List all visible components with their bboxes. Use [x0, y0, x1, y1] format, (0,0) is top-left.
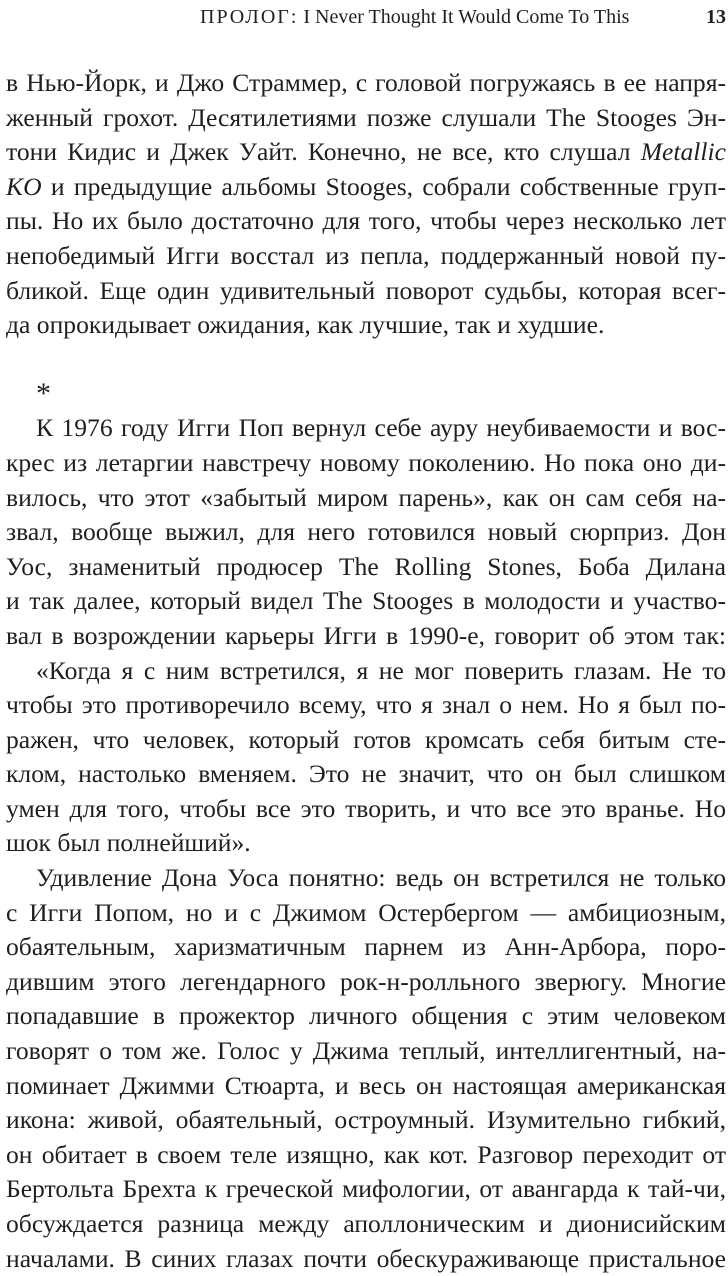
chapter-title: I Never Thought It Would Come To This: [303, 6, 630, 28]
paragraph-3: [6, 654, 726, 862]
text-line: Удивление Дона Уоса понятно: ведь он встретился не только: [36, 863, 726, 893]
text-line: и так далее, который видел The Stooges в молодости и участво-: [6, 586, 726, 616]
text-line: [6, 170, 726, 205]
paragraph-4: [6, 861, 726, 1276]
text-line: да опрокидывает ожидания, как лучшие, так и худшие.: [6, 310, 605, 340]
text-line: Бертольта Брехта к греческой мифологии, от авангарда к тай-чи,: [6, 1174, 726, 1204]
text-line: икона: живой, обаятельный, остроумный. Изумительно гибкий,: [6, 1105, 726, 1135]
text-line: поминает Джимми Стюарта, и весь он настоящая американская: [6, 1070, 726, 1100]
text-line: К 1976 году Игги Поп вернул себе ауру неубиваемости и вос-: [36, 413, 726, 443]
text-line: непобедимый Игги восстал из пепла, поддержанный новой пу-: [6, 240, 726, 270]
text-line: попадавшие в прожектор личного общения с этим человеком: [6, 1001, 726, 1031]
text-line: говорят о том же. Голос у Джима теплый, интеллигентный, на-: [6, 1036, 726, 1066]
text-line: бликой. Еще один удивительный поворот судьбы, которая всег-: [6, 275, 726, 305]
text-line: женный грохот. Десятилетиями позже слушали The Stooges Эн-: [6, 102, 726, 132]
album-title-italic: KO: [6, 171, 42, 201]
text-line: [6, 135, 726, 170]
running-header: [0, 4, 728, 30]
section-gap: [6, 343, 726, 377]
album-title-italic: Metallic: [640, 137, 726, 167]
text-line: ражен, что человек, который готов кромсать себя битым сте-: [6, 724, 726, 754]
text-line: Уос, знаменитый продюсер The Rolling Stones, Боба Дилана: [6, 551, 726, 581]
text-line: звал, вообще выжил, для него готовился новый сюрприз. Дон: [6, 517, 726, 547]
section-separator: *: [36, 376, 51, 410]
text-line: вилось, что этот «забытый миром парень», как он сам себя на-: [6, 482, 726, 512]
text-line: чтобы это противоречило всему, что я знал о нем. Но я был по-: [6, 690, 726, 720]
body-text: [6, 66, 726, 1276]
paragraph-2: [6, 411, 726, 653]
chapter-label: ПРОЛОГ:: [200, 6, 299, 28]
text-line: обсуждается разница между аполлоническим и дионисийским: [6, 1209, 726, 1238]
text-line: вал в возрождении карьеры Игги в 1990-е, говорит об этом так:: [6, 620, 726, 650]
text-span: тони Кидис и Джек Уайт. Конечно, не все, кто слушал: [6, 137, 641, 167]
running-title: [200, 4, 629, 30]
text-line: умен для того, чтобы все это творить, и что все это вранье. Но: [6, 793, 726, 823]
page-number: 13: [706, 6, 726, 28]
text-line: дившим этого легендарного рок-н-ролльного зверюгу. Многие: [6, 966, 726, 996]
text-line: в Нью-Йорк, и Джо Страммер, с головой погружаясь в ее напря-: [6, 68, 726, 97]
text-line: пы. Но их было достаточно для того, чтобы через несколько лет: [6, 206, 726, 236]
text-line: шок был полнейший».: [6, 828, 251, 858]
text-line: началами. В синих глазах почти обескураживающе пристальное: [6, 1243, 726, 1273]
text-line: клом, настолько вменяем. Это не значит, что он был слишком: [6, 759, 726, 789]
text-span: и предыдущие альбомы Stooges, собрали собственные груп-: [41, 171, 726, 201]
text-line: обаятельным, харизматичным парнем из Анн-Арбора, поро-: [6, 932, 726, 962]
paragraph-1: [6, 66, 726, 343]
text-line: «Когда я с ним встретился, я не мог поверить глазам. Не то: [36, 655, 726, 685]
text-line: с Игги Попом, но и с Джимом Остербергом — амбициозным,: [6, 897, 726, 927]
text-line: он обитает в своем теле изящно, как кот. Разговор переходит от: [6, 1139, 726, 1169]
text-line: крес из летаргии навстречу новому поколению. Но пока оно ди-: [6, 447, 726, 477]
